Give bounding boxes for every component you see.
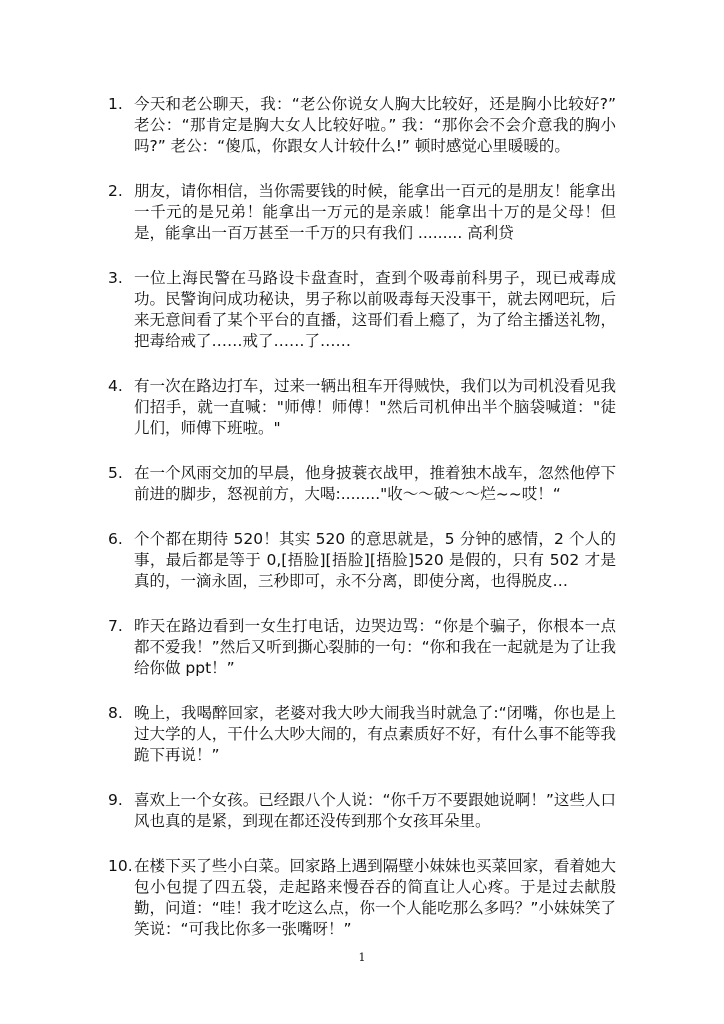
item-number: 10.	[108, 857, 133, 875]
item-number: 9.	[108, 791, 123, 809]
item-number: 1.	[108, 95, 123, 113]
item-text: 个个都在期待 520！其实 520 的意思就是，5 分钟的感情，2 个人的事，最后都是等于 0,[捂脸][捂脸][捂脸]520 是假的，只有 502 才是真的，一滴永固，三秒即可，永不分离，即使分离，也得脱皮…	[134, 530, 616, 590]
list-item	[108, 268, 616, 352]
list-item	[108, 703, 616, 766]
page-number: 1	[358, 951, 366, 964]
list-item	[108, 790, 616, 832]
joke-list	[108, 94, 616, 964]
item-text: 一位上海民警在马路设卡盘查时，查到个吸毒前科男子，现已戒毒成功。民警询问成功秘诀，男子称以前吸毒每天没事干，就去网吧玩，后来无意间看了某个平台的直播，这哥们看上瘾了，为了给主播送礼物，把毒给戒了……戒了……了……	[134, 269, 616, 350]
list-item	[108, 856, 616, 940]
item-number: 6.	[108, 530, 123, 548]
item-text: 朋友，请你相信，当你需要钱的时候，能拿出一百元的是朋友！能拿出一千元的是兄弟！能拿出一万元的是亲戚！能拿出十万的是父母！但是，能拿出一百万甚至一千万的只有我们 ......... 高利贷	[134, 182, 616, 242]
item-text: 有一次在路边打车，过来一辆出租车开得贼快，我们以为司机没看见我们招手，就一直喊："师傅！师傅！"然后司机伸出半个脑袋喊道："徒儿们，师傅下班啦。"	[134, 377, 616, 437]
item-text: 在楼下买了些小白菜。回家路上遇到隔壁小妹妹也买菜回家，看着她大包小包提了四五袋，走起路来慢吞吞的简直让人心疼。于是过去献殷勤，问道：“哇！我才吃这么点，你一个人能吃那么多吗？”小妹妹笑了笑说：“可我比你多一张嘴呀！”	[134, 857, 616, 938]
list-item	[108, 376, 616, 439]
item-number: 2.	[108, 182, 123, 200]
item-number: 8.	[108, 704, 123, 722]
item-number: 5.	[108, 464, 123, 482]
item-number: 7.	[108, 617, 123, 635]
list-item	[108, 94, 616, 157]
item-number: 4.	[108, 377, 123, 395]
item-text: 在一个风雨交加的早晨，他身披蓑衣战甲，推着独木战车，忽然他停下前进的脚步，怒视前方，大喝:........"收～～破～～烂~~哎！“	[134, 464, 616, 503]
item-text: 喜欢上一个女孩。已经跟八个人说：“你千万不要跟她说啊！”这些人口风也真的是紧，到现在都还没传到那个女孩耳朵里。	[134, 791, 616, 830]
list-item	[108, 529, 616, 592]
item-text: 今天和老公聊天，我：“老公你说女人胸大比较好，还是胸小比较好?” 老公：“那肯定是胸大女人比较好啦。” 我：“那你会不会介意我的胸小吗?” 老公：“傻瓜，你跟女人计较什么!” 顿时感觉心里暖暖的。	[134, 95, 616, 155]
list-item	[108, 463, 616, 505]
list-item	[108, 616, 616, 679]
list-item	[108, 181, 616, 244]
item-text: 晚上，我喝醉回家，老婆对我大吵大闹我当时就急了:“闭嘴，你也是上过大学的人，干什么大吵大闹的，有点素质好不好，有什么事不能等我跪下再说！”	[134, 704, 616, 764]
item-text: 昨天在路边看到一女生打电话，边哭边骂：“你是个骗子，你根本一点都不爱我！”然后又听到撕心裂肺的一句：“你和我在一起就是为了让我给你做 ppt！”	[134, 617, 616, 677]
item-number: 3.	[108, 269, 123, 287]
